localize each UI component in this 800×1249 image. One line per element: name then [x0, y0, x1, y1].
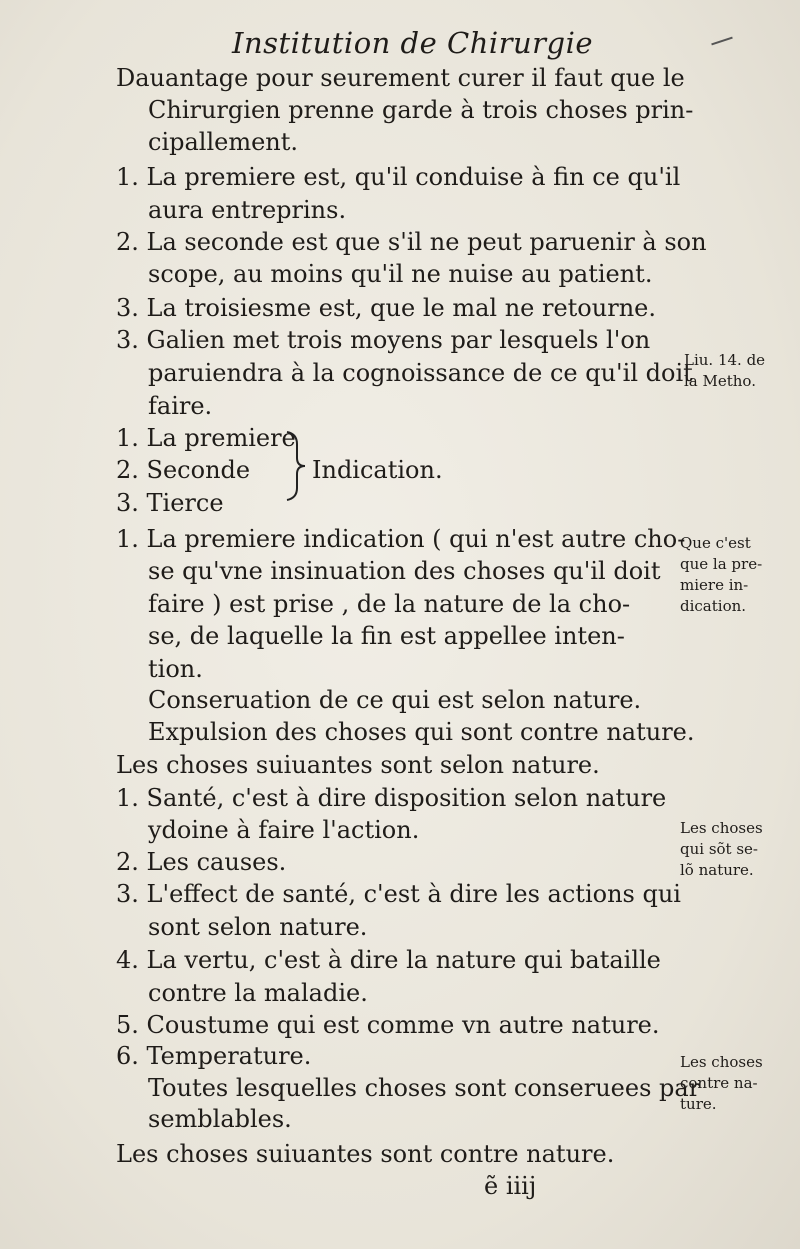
margin-note: Les choses contre na- ture.	[680, 1053, 763, 1113]
list-item: 2. La seconde est que s'il ne peut paruenir à son	[116, 228, 707, 256]
text-line: se, de laquelle la fin est appellee inten-	[148, 622, 625, 650]
list-item: 3. La troisiesme est, que le mal ne retourne.	[116, 294, 656, 322]
text-line: Dauantage pour seurement curer il faut que le	[116, 64, 685, 92]
margin-note: Liu. 14. de la Metho.	[684, 351, 766, 390]
list-item: 4. La vertu, c'est à dire la nature qui bataille	[116, 946, 661, 974]
page-mark	[711, 37, 733, 46]
text-line: faire ) est prise , de la nature de la cho-	[148, 590, 631, 618]
text-line: tion.	[148, 655, 203, 683]
list-item: 2. Les causes.	[116, 848, 287, 876]
list-item: 2. Seconde	[116, 456, 251, 484]
running-title: Institution de Chirurgie	[232, 26, 594, 60]
list-item: 1. La premiere indication ( qui n'est autre cho-	[116, 525, 686, 553]
text-line: Chirurgien prenne garde à trois choses prin-	[148, 96, 694, 124]
text-line: Expulsion des choses qui sont contre nature.	[148, 718, 695, 746]
section-heading: Les choses suiuantes sont selon nature.	[116, 751, 600, 779]
list-item: 3. Tierce	[116, 489, 224, 517]
list-item: 1. Santé, c'est à dire disposition selon nature	[116, 784, 667, 812]
list-item: 3. Galien met trois moyens par lesquels l'on	[116, 326, 651, 354]
signature-mark: ẽ iiij	[484, 1172, 537, 1200]
text-line: semblables.	[148, 1105, 292, 1133]
text-line: aura entreprins.	[148, 196, 347, 224]
list-item: 6. Temperature.	[116, 1042, 312, 1070]
list-item: 1. La premiere est, qu'il conduise à fin ce qu'il	[116, 163, 681, 191]
text-line: ydoine à faire l'action.	[148, 816, 420, 844]
text-line: Toutes lesquelles choses sont conseruees par	[148, 1074, 701, 1102]
text-line: sont selon nature.	[148, 913, 368, 941]
margin-note: Que c'est que la pre- miere in- dication.	[680, 534, 763, 615]
margin-note: Les choses qui sõt se- lõ nature.	[680, 819, 763, 879]
text-line: Conseruation de ce qui est selon nature.	[148, 686, 642, 714]
list-item: 5. Coustume qui est comme vn autre nature.	[116, 1011, 660, 1039]
text-line: scope, au moins qu'il ne nuise au patient.	[148, 260, 653, 288]
text-line: cipallement.	[148, 128, 299, 156]
list-item: 3. L'effect de santé, c'est à dire les actions qui	[116, 880, 681, 908]
text-line: paruiendra à la cognoissance de ce qu'il doit	[148, 359, 693, 387]
text-line: se qu'vne insinuation des choses qu'il doit	[148, 557, 661, 585]
section-heading: Les choses suiuantes sont contre nature.	[116, 1140, 615, 1168]
text-line: contre la maladie.	[148, 979, 368, 1007]
text-line: faire.	[148, 392, 213, 420]
brace	[283, 430, 307, 502]
bracket-label: Indication.	[312, 456, 443, 484]
list-item: 1. La premiere	[116, 424, 296, 452]
